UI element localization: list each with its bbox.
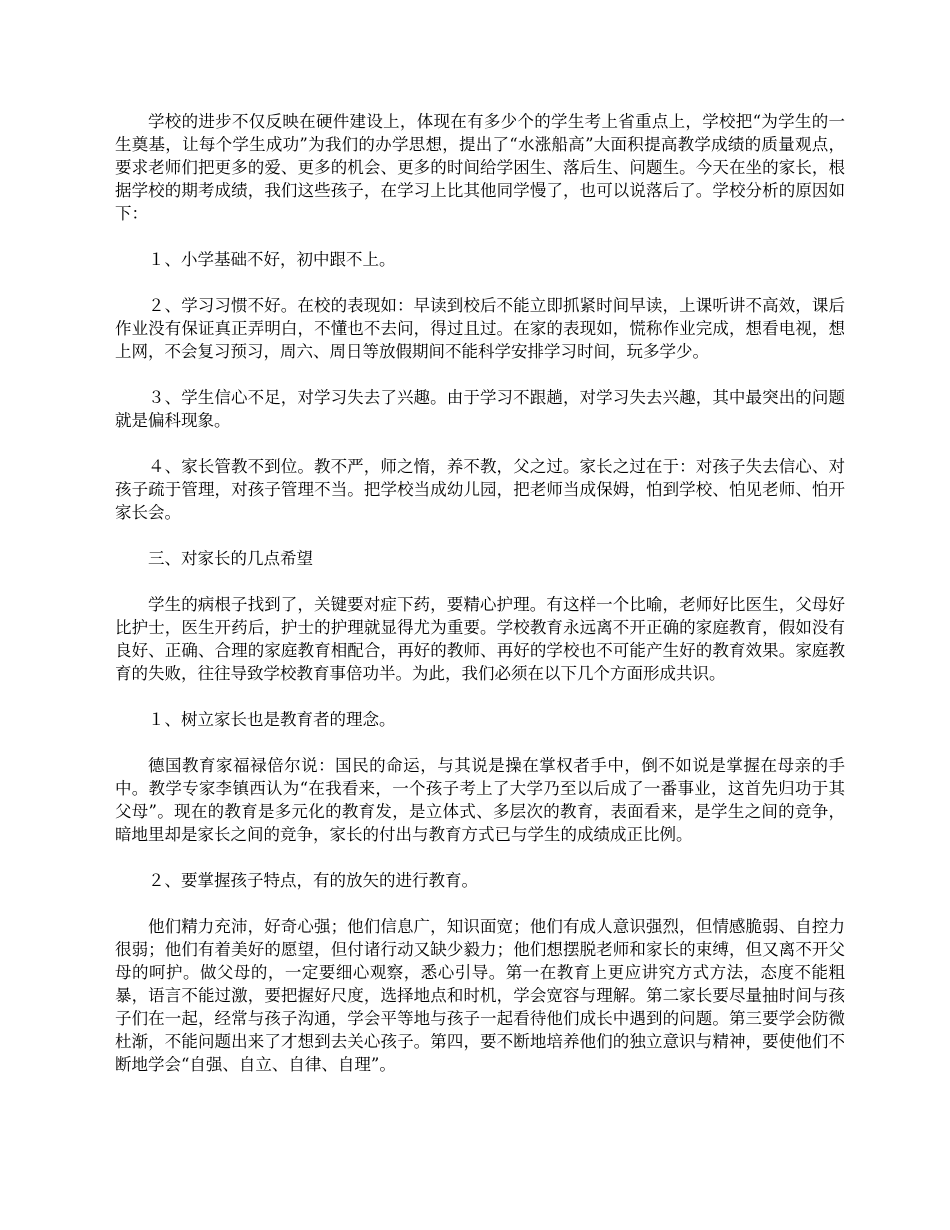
paragraph-reason-4: ４、家长管教不到位。教不严，师之惰，养不教，父之过。家长之过在于：对孩子失去信心、对孩子疏于管理，对孩子管理不当。把学校当成幼儿园，把老师当成保姆，怕到学校、怕见老师、怕开家长会。 xyxy=(115,457,845,522)
paragraph-reason-2: ２、学习习惯不好。在校的表现如：早读到校后不能立即抓紧时间早读，上课听讲不高效，课后作业没有保证真正弄明白，不懂也不去问，得过且过。在家的表现如，慌称作业完成，想看电视，想上网，不会复习预习，周六、周日等放假期间不能科学安排学习时间，玩多学少。 xyxy=(115,296,845,361)
paragraph-point-2-body: 他们精力充沛，好奇心强；他们信息广，知识面宽；他们有成人意识强烈，但情感脆弱、自控力很弱；他们有着美好的愿望，但付诸行动又缺少毅力；他们想摆脱老师和家长的束缚，但又离不开父母的呵护。做父母的，一定要细心观察，悉心引导。第一在教育上更应讲究方式方法，态度不能粗暴，语言不能过激，要把握好尺度，选择地点和时机，学会宽容与理解。第二家长要尽量抽时间与孩子们在一起，经常与孩子沟通，学会平等地与孩子一起看待他们成长中遇到的问题。第三要学会防微杜渐，不能问题出来了才想到去关心孩子。第四，要不断地培养他们的独立意识与精神，要使他们不断地学会“自强、自立、自律、自理”。 xyxy=(115,917,845,1074)
paragraph-reason-3: ３、学生信心不足，对学习失去了兴趣。由于学习不跟趟，对学习失去兴趣，其中最突出的问题就是偏科现象。 xyxy=(115,388,845,430)
paragraph-diagnosis: 学生的病根子找到了，关键要对症下药，要精心护理。有这样一个比喻，老师好比医生，父母好比护士，医生开药后，护士的护理就显得尤为重要。学校教育永远离不开正确的家庭教育，假如没有良好、正确、合理的家庭教育相配合，再好的教师、再好的学校也不可能产生好的教育效果。家庭教育的失败，往往导致学校教育事倍功半。为此，我们必须在以下几个方面形成共识。 xyxy=(115,595,845,683)
paragraph-intro: 学校的进步不仅反映在硬件建设上，体现在有多少个的学生考上省重点上，学校把“为学生的一生奠基，让每个学生成功”为我们的办学思想，提出了“水涨船高”大面积提高教学成绩的质量观点，要求老师们把更多的爱、更多的机会、更多的时间给学困生、落后生、问题生。今天在坐的家长，根据学校的期考成绩，我们这些孩子，在学习上比其他同学慢了，也可以说落后了。学校分析的原因如下： xyxy=(115,112,845,223)
document-page xyxy=(115,110,845,1076)
paragraph-point-1-body: 德国教育家福禄倍尔说：国民的命运，与其说是操在掌权者手中，倒不如说是掌握在母亲的手中。教学专家李镇西认为“在我看来，一个孩子考上了大学乃至以后成了一番事业，这首先归功于其父母”。现在的教育是多元化的教育发，是立体式、多层次的教育，表面看来，是学生之间的竞争，暗地里却是家长之间的竞争，家长的付出与教育方式已与学生的成绩成正比例。 xyxy=(115,756,845,844)
paragraph-reason-1: １、小学基础不好，初中跟不上。 xyxy=(148,250,396,269)
paragraph-point-2-title: ２、要掌握孩子特点，有的放矢的进行教育。 xyxy=(148,871,478,890)
paragraph-point-1-title: １、树立家长也是教育者的理念。 xyxy=(148,710,396,729)
section-heading-3: 三、对家长的几点希望 xyxy=(148,549,313,568)
